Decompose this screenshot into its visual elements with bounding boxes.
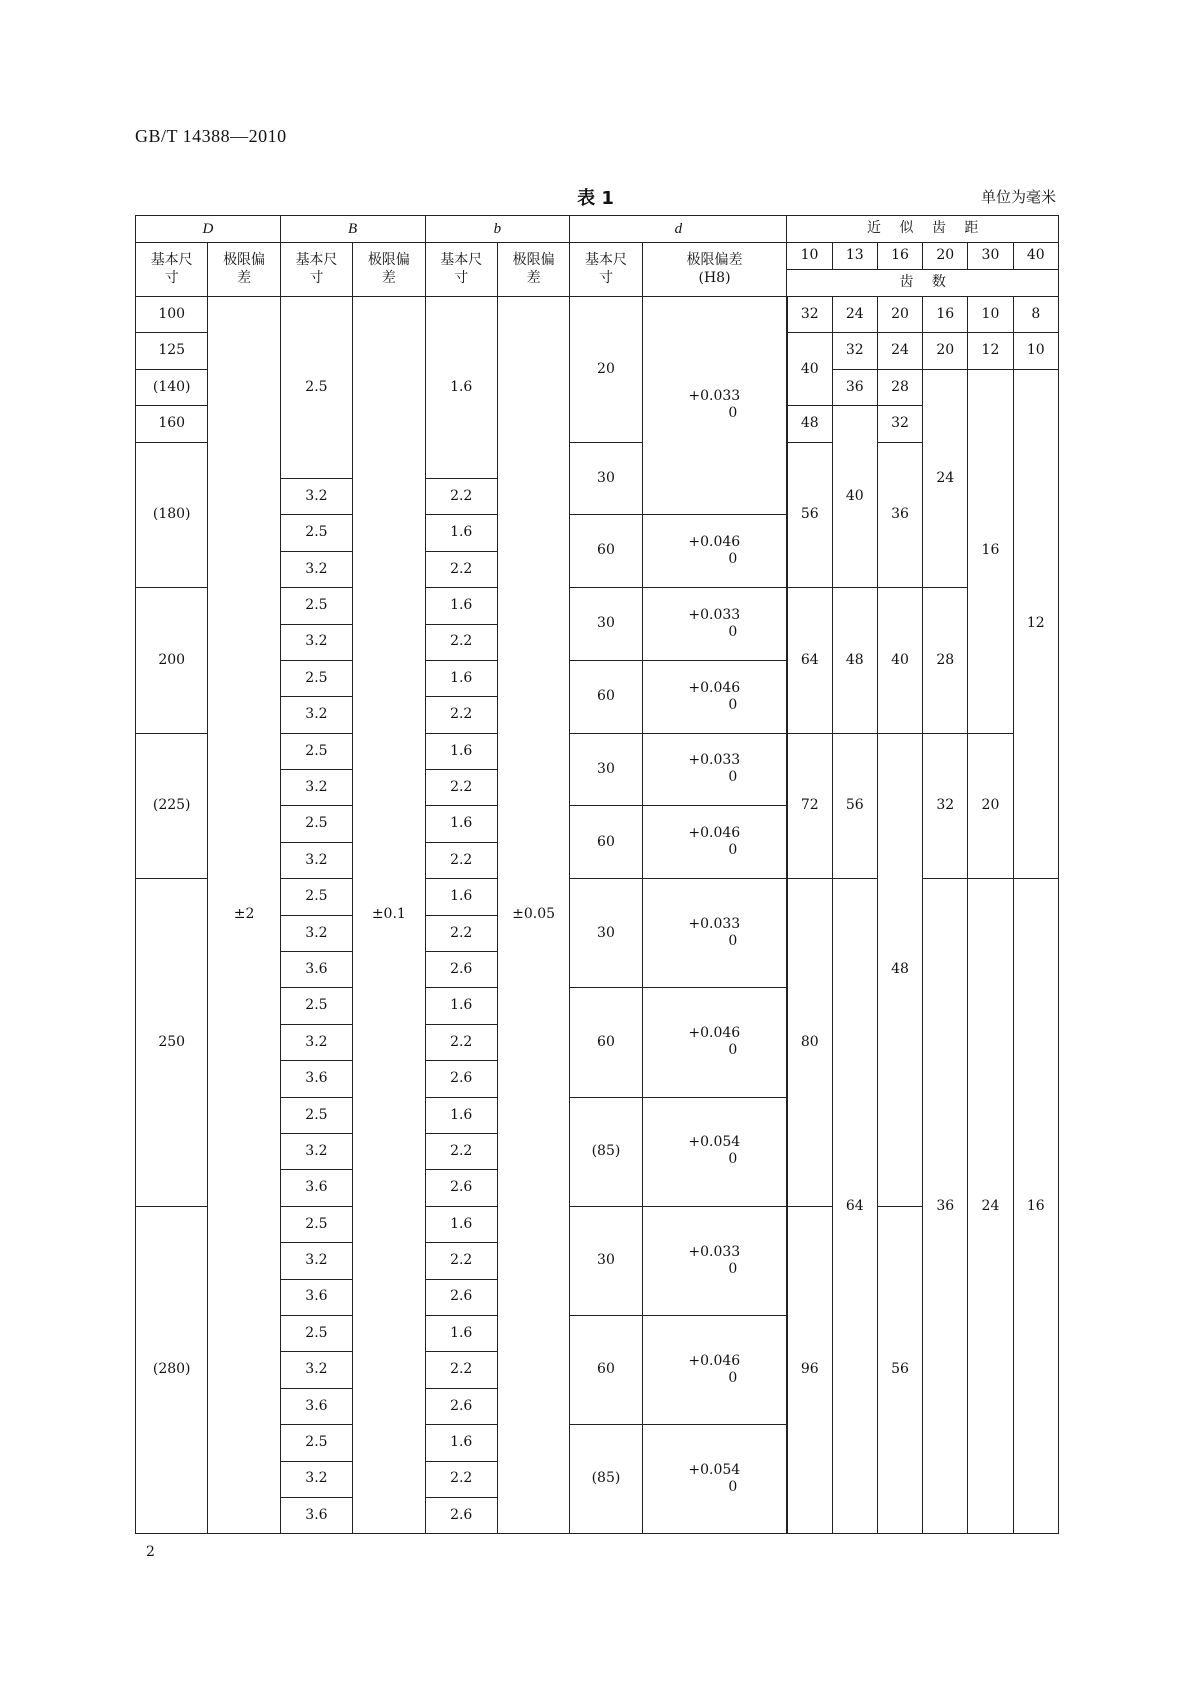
teeth-p30-0: 10 <box>968 297 1013 333</box>
header-row-sub <box>136 243 1059 270</box>
tolerance-upper: +0.046 <box>688 825 741 842</box>
header-row-groups <box>136 216 1059 243</box>
teeth-p16-0: 20 <box>877 297 922 333</box>
teeth-p10-6: 80 <box>787 879 832 1207</box>
teeth-p40-1: 10 <box>1013 333 1058 369</box>
teeth-p13-4: 48 <box>832 588 877 734</box>
col-group-D: D <box>136 216 281 243</box>
B-basic-26: 3.6 <box>280 1388 352 1424</box>
teeth-p13-3: 40 <box>832 406 877 588</box>
tolerance-upper: +0.033 <box>688 606 741 623</box>
spline-dimension-table <box>135 215 1059 1534</box>
b-basic-23: 2.6 <box>425 1279 497 1315</box>
tolerance-upper: +0.033 <box>688 1243 741 1260</box>
D-basic-6: (225) <box>136 733 208 879</box>
tolerance-upper: +0.033 <box>688 916 741 933</box>
teeth-p16-7: 56 <box>877 1206 922 1534</box>
d-basic-0: 20 <box>570 297 642 443</box>
tolerance-stack <box>688 607 740 641</box>
teeth-p30-3: 20 <box>968 733 1013 879</box>
b-basic-0: 1.6 <box>425 297 497 479</box>
tolerance-lower: 0 <box>728 769 738 786</box>
teeth-p30-2: 16 <box>968 369 1013 733</box>
B-basic-5: 3.2 <box>280 624 352 660</box>
teeth-p40-0: 8 <box>1013 297 1058 333</box>
b-basic-26: 2.6 <box>425 1388 497 1424</box>
standard-code: GB/T 14388—2010 <box>135 126 287 146</box>
hdr-D-basic: 基本尺寸 <box>136 243 208 297</box>
B-basic-21: 2.5 <box>280 1206 352 1242</box>
tolerance-upper: +0.054 <box>688 1134 741 1151</box>
teeth-p30-1: 12 <box>968 333 1013 369</box>
d-basic-8: 60 <box>570 988 642 1097</box>
d-basic-3: 30 <box>570 588 642 661</box>
B-basic-24: 2.5 <box>280 1315 352 1351</box>
teeth-p10-0: 32 <box>787 297 832 333</box>
B-basic-0: 2.5 <box>280 297 352 479</box>
tolerance-lower: 0 <box>728 696 738 713</box>
B-basic-23: 3.6 <box>280 1279 352 1315</box>
B-basic-15: 2.5 <box>280 988 352 1024</box>
B-basic-19: 3.2 <box>280 1133 352 1169</box>
tolerance-stack <box>688 534 740 568</box>
col-group-b: b <box>425 216 570 243</box>
d-tolerance-1 <box>642 515 787 588</box>
hdr-D-tol: 极限偏差 <box>208 243 280 297</box>
teeth-p16-3: 32 <box>877 406 922 442</box>
d-basic-7: 30 <box>570 879 642 988</box>
tolerance-upper: +0.046 <box>688 679 741 696</box>
d-basic-5: 30 <box>570 733 642 806</box>
tolerance-upper: +0.046 <box>688 533 741 550</box>
tolerance-lower: 0 <box>728 550 738 567</box>
teeth-p10-4: 64 <box>787 588 832 734</box>
teeth-p16-4: 36 <box>877 442 922 588</box>
B-basic-1: 3.2 <box>280 478 352 514</box>
b-basic-4: 1.6 <box>425 588 497 624</box>
table-row <box>136 297 1059 333</box>
B-basic-27: 2.5 <box>280 1425 352 1461</box>
d-tolerance-4 <box>642 733 787 806</box>
hdr-pitch-13: 13 <box>832 243 877 270</box>
b-basic-8: 1.6 <box>425 733 497 769</box>
tolerance-upper: +0.046 <box>688 1352 741 1369</box>
tolerance-lower: 0 <box>728 1369 738 1386</box>
teeth-p20-0: 16 <box>923 297 968 333</box>
b-basic-28: 2.2 <box>425 1461 497 1497</box>
teeth-p10-7: 96 <box>787 1206 832 1534</box>
B-basic-4: 2.5 <box>280 588 352 624</box>
b-basic-25: 2.2 <box>425 1352 497 1388</box>
teeth-p16-2: 28 <box>877 369 922 405</box>
tolerance-upper: +0.046 <box>688 1025 741 1042</box>
teeth-p16-6: 48 <box>877 733 922 1206</box>
b-basic-7: 2.2 <box>425 697 497 733</box>
unit-note: 单位为毫米 <box>980 188 1056 206</box>
teeth-p13-5: 56 <box>832 733 877 879</box>
d-tolerance-6 <box>642 879 787 988</box>
teeth-p13-6: 64 <box>832 879 877 1534</box>
hdr-d-tol: 极限偏差(H8) <box>642 243 787 297</box>
b-basic-5: 2.2 <box>425 624 497 660</box>
tolerance-stack <box>688 1353 740 1387</box>
b-tolerance: ±0.05 <box>497 297 569 1534</box>
b-basic-14: 2.6 <box>425 952 497 988</box>
tolerance-upper: +0.033 <box>688 752 741 769</box>
tolerance-stack <box>688 825 740 859</box>
b-basic-29: 2.6 <box>425 1497 497 1533</box>
D-tolerance: ±2 <box>208 297 280 1534</box>
tolerance-stack <box>688 680 740 714</box>
hdr-B-tol: 极限偏差 <box>353 243 425 297</box>
col-group-d: d <box>570 216 787 243</box>
hdr-pitch-30: 30 <box>968 243 1013 270</box>
b-basic-15: 1.6 <box>425 988 497 1024</box>
tolerance-lower: 0 <box>728 405 738 422</box>
B-basic-28: 3.2 <box>280 1461 352 1497</box>
d-tolerance-3 <box>642 660 787 733</box>
B-basic-7: 3.2 <box>280 697 352 733</box>
b-basic-16: 2.2 <box>425 1024 497 1060</box>
B-basic-2: 2.5 <box>280 515 352 551</box>
b-basic-6: 1.6 <box>425 660 497 696</box>
d-tolerance-10 <box>642 1315 787 1424</box>
B-basic-9: 3.2 <box>280 770 352 806</box>
D-basic-2: (140) <box>136 369 208 405</box>
tolerance-lower: 0 <box>728 1478 738 1495</box>
hdr-pitch-16: 16 <box>877 243 922 270</box>
B-basic-14: 3.6 <box>280 952 352 988</box>
col-group-pitch: 近 似 齿 距 <box>787 216 1059 243</box>
d-basic-9: (85) <box>570 1097 642 1206</box>
d-basic-11: 60 <box>570 1315 642 1424</box>
teeth-p40-3: 16 <box>1013 879 1058 1534</box>
d-basic-4: 60 <box>570 660 642 733</box>
d-tolerance-11 <box>642 1425 787 1534</box>
teeth-p20-1: 20 <box>923 333 968 369</box>
tolerance-stack <box>688 1462 740 1496</box>
tolerance-lower: 0 <box>728 623 738 640</box>
D-basic-3: 160 <box>136 406 208 442</box>
b-basic-19: 2.2 <box>425 1133 497 1169</box>
b-basic-17: 2.6 <box>425 1061 497 1097</box>
teeth-p10-5: 72 <box>787 733 832 879</box>
tolerance-stack <box>688 388 740 422</box>
D-basic-8: (280) <box>136 1206 208 1534</box>
tolerance-lower: 0 <box>728 842 738 859</box>
b-basic-11: 2.2 <box>425 842 497 878</box>
b-basic-13: 2.2 <box>425 915 497 951</box>
teeth-p20-5: 36 <box>923 879 968 1534</box>
B-basic-20: 3.6 <box>280 1170 352 1206</box>
B-basic-13: 3.2 <box>280 915 352 951</box>
B-basic-12: 2.5 <box>280 879 352 915</box>
teeth-p30-4: 24 <box>968 879 1013 1534</box>
d-tolerance-9 <box>642 1206 787 1315</box>
teeth-p13-2: 36 <box>832 369 877 405</box>
b-basic-1: 2.2 <box>425 478 497 514</box>
table-body <box>136 297 1059 1534</box>
B-basic-29: 3.6 <box>280 1497 352 1533</box>
D-basic-0: 100 <box>136 297 208 333</box>
hdr-teeth: 齿 数 <box>787 270 1059 297</box>
d-basic-6: 60 <box>570 806 642 879</box>
D-basic-4: (180) <box>136 442 208 588</box>
d-basic-12: (85) <box>570 1425 642 1534</box>
hdr-d-basic: 基本尺寸 <box>570 243 642 297</box>
hdr-b-tol: 极限偏差 <box>497 243 569 297</box>
B-basic-16: 3.2 <box>280 1024 352 1060</box>
d-tolerance-2 <box>642 588 787 661</box>
b-basic-24: 1.6 <box>425 1315 497 1351</box>
teeth-p10-2: 48 <box>787 406 832 442</box>
table-title: 表 1 <box>577 188 614 209</box>
D-basic-7: 250 <box>136 879 208 1207</box>
b-basic-27: 1.6 <box>425 1425 497 1461</box>
b-basic-22: 2.2 <box>425 1243 497 1279</box>
tolerance-stack <box>688 1025 740 1059</box>
B-basic-17: 3.6 <box>280 1061 352 1097</box>
D-basic-1: 125 <box>136 333 208 369</box>
d-basic-1: 30 <box>570 442 642 515</box>
B-basic-6: 2.5 <box>280 660 352 696</box>
b-basic-10: 1.6 <box>425 806 497 842</box>
teeth-p16-5: 40 <box>877 588 922 734</box>
tolerance-stack <box>688 1134 740 1168</box>
b-basic-2: 1.6 <box>425 515 497 551</box>
teeth-p13-1: 32 <box>832 333 877 369</box>
B-basic-25: 3.2 <box>280 1352 352 1388</box>
b-basic-21: 1.6 <box>425 1206 497 1242</box>
tolerance-lower: 0 <box>728 933 738 950</box>
d-tolerance-7 <box>642 988 787 1097</box>
tolerance-lower: 0 <box>728 1042 738 1059</box>
tolerance-upper: +0.054 <box>688 1461 741 1478</box>
tolerance-lower: 0 <box>728 1151 738 1168</box>
tolerance-lower: 0 <box>728 1260 738 1277</box>
hdr-B-basic: 基本尺寸 <box>280 243 352 297</box>
tolerance-stack <box>688 916 740 950</box>
B-tolerance: ±0.1 <box>353 297 425 1534</box>
teeth-p20-3: 28 <box>923 588 968 734</box>
teeth-p16-1: 24 <box>877 333 922 369</box>
b-basic-9: 2.2 <box>425 770 497 806</box>
D-basic-5: 200 <box>136 588 208 734</box>
d-tolerance-8 <box>642 1097 787 1206</box>
tolerance-stack <box>688 752 740 786</box>
B-basic-8: 2.5 <box>280 733 352 769</box>
d-tolerance-5 <box>642 806 787 879</box>
B-basic-10: 2.5 <box>280 806 352 842</box>
B-basic-11: 3.2 <box>280 842 352 878</box>
teeth-p13-0: 24 <box>832 297 877 333</box>
tolerance-upper: +0.033 <box>688 388 741 405</box>
b-basic-12: 1.6 <box>425 879 497 915</box>
col-group-B: B <box>280 216 425 243</box>
tolerance-stack <box>688 1244 740 1278</box>
teeth-p20-2: 24 <box>923 369 968 587</box>
d-basic-10: 30 <box>570 1206 642 1315</box>
teeth-p10-1: 40 <box>787 333 832 406</box>
B-basic-3: 3.2 <box>280 551 352 587</box>
b-basic-18: 1.6 <box>425 1097 497 1133</box>
b-basic-20: 2.6 <box>425 1170 497 1206</box>
hdr-pitch-40: 40 <box>1013 243 1058 270</box>
B-basic-22: 3.2 <box>280 1243 352 1279</box>
teeth-p40-2: 12 <box>1013 369 1058 878</box>
hdr-pitch-20: 20 <box>923 243 968 270</box>
hdr-b-basic: 基本尺寸 <box>425 243 497 297</box>
teeth-p20-4: 32 <box>923 733 968 879</box>
b-basic-3: 2.2 <box>425 551 497 587</box>
hdr-pitch-10: 10 <box>787 243 832 270</box>
teeth-p10-3: 56 <box>787 442 832 588</box>
d-basic-2: 60 <box>570 515 642 588</box>
page-number: 2 <box>146 1544 155 1560</box>
d-tolerance-0 <box>642 297 787 515</box>
B-basic-18: 2.5 <box>280 1097 352 1133</box>
